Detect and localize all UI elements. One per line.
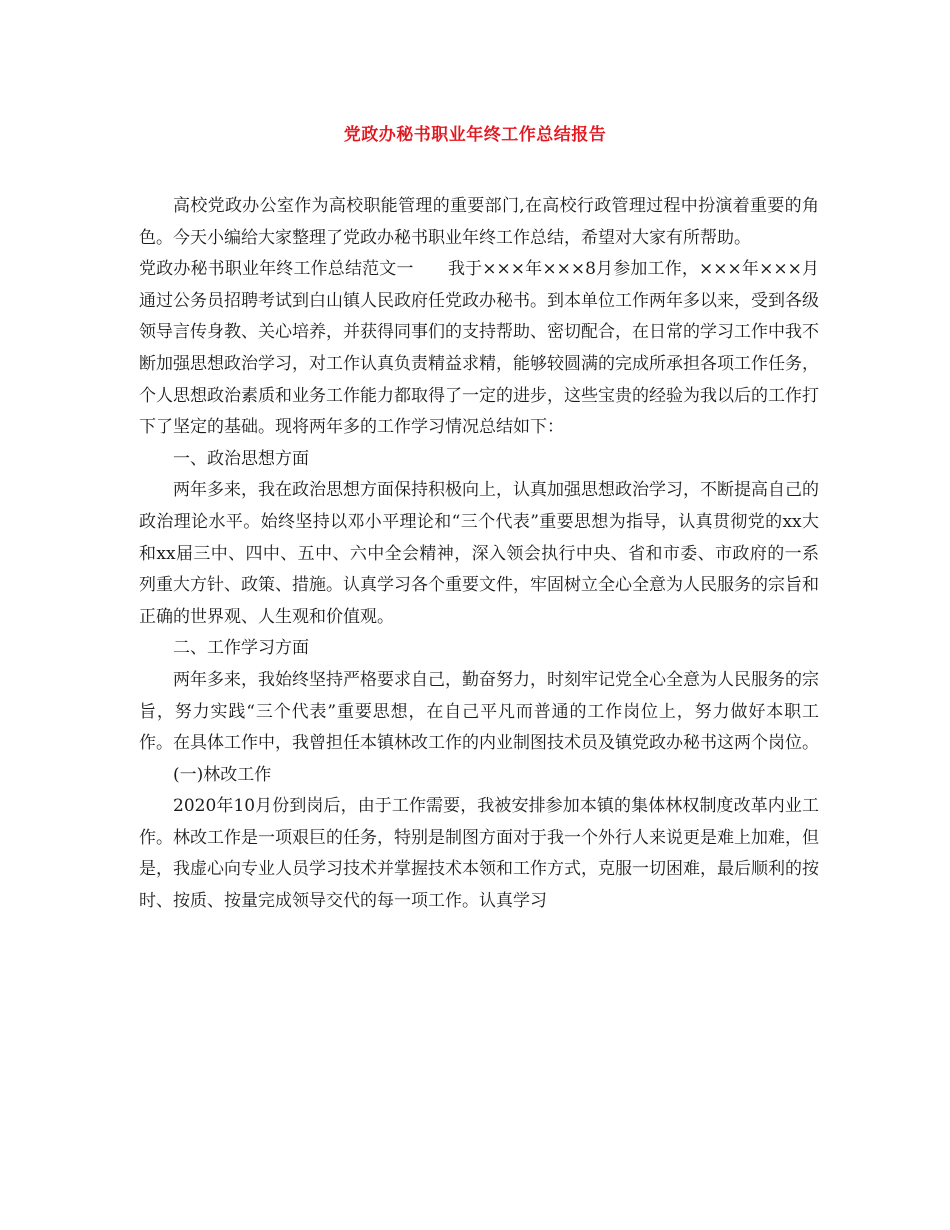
body-paragraph: 两年多来，我始终坚持严格要求自己，勤奋努力，时刻牢记党全心全意为人民服务的宗旨，努力实践“三个代表”重要思想，在自己平凡而普通的工作岗位上，努力做好本职工作。在具体工作中，我曾担任本镇林改工作的内业制图技术员及镇党政办秘书这两个岗位。 [139,669,819,754]
document-body [139,191,819,918]
body-paragraph: 两年多来，我在政治思想方面保持积极向上，认真加强思想政治学习，不断提高自己的政治理论水平。始终坚持以邓小平理论和“三个代表”重要思想为指导，认真贯彻党的xx大和xx届三中、四中、五中、六中全会精神，深入领会执行中央、省和市委、市政府的一系列重大方针、政策、措施。认真学习各个重要文件，牢固树立全心全意为人民服务的宗旨和正确的世界观、人生观和价值观。 [139,480,819,627]
body-paragraph: 一、政治思想方面 [173,448,309,469]
body-paragraph: 高校党政办公室作为高校职能管理的重要部门,在高校行政管理过程中扮演着重要的角色。今天小编给大家整理了党政办秘书职业年终工作总结，希望对大家有所帮助。 [139,196,819,248]
body-paragraph: (一)林改工作 [173,764,272,785]
body-paragraph: 党政办秘书职业年终工作总结范文一 我于×××年×××8月参加工作，×××年×××月通过公务员招聘考试到白山镇人民政府任党政办秘书。到本单位工作两年多以来，受到各级领导言传身教、关心培养，并获得同事们的支持帮助、密切配合，在日常的学习工作中我不断加强思想政治学习，对工作认真负责精益求精，能够较圆满的完成所承担各项工作任务，个人思想政治素质和业务工作能力都取得了一定的进步，这些宝贵的经验为我以后的工作打下了坚定的基础。现将两年多的工作学习情况总结如下： [139,259,819,438]
document-title: 党政办秘书职业年终工作总结报告 [343,125,607,145]
body-paragraph: 2020年10月份到岗后，由于工作需要，我被安排参加本镇的集体林权制度改革内业工作。林改工作是一项艰巨的任务，特别是制图方面对于我一个外行人来说更是难上加难，但是，我虚心向专业人员学习技术并掌握技术本领和工作方式，克服一切困难，最后顺利的按时、按质、按量完成领导交代的每一项工作。认真学习 [139,796,819,912]
body-paragraph: 二、工作学习方面 [173,638,309,659]
